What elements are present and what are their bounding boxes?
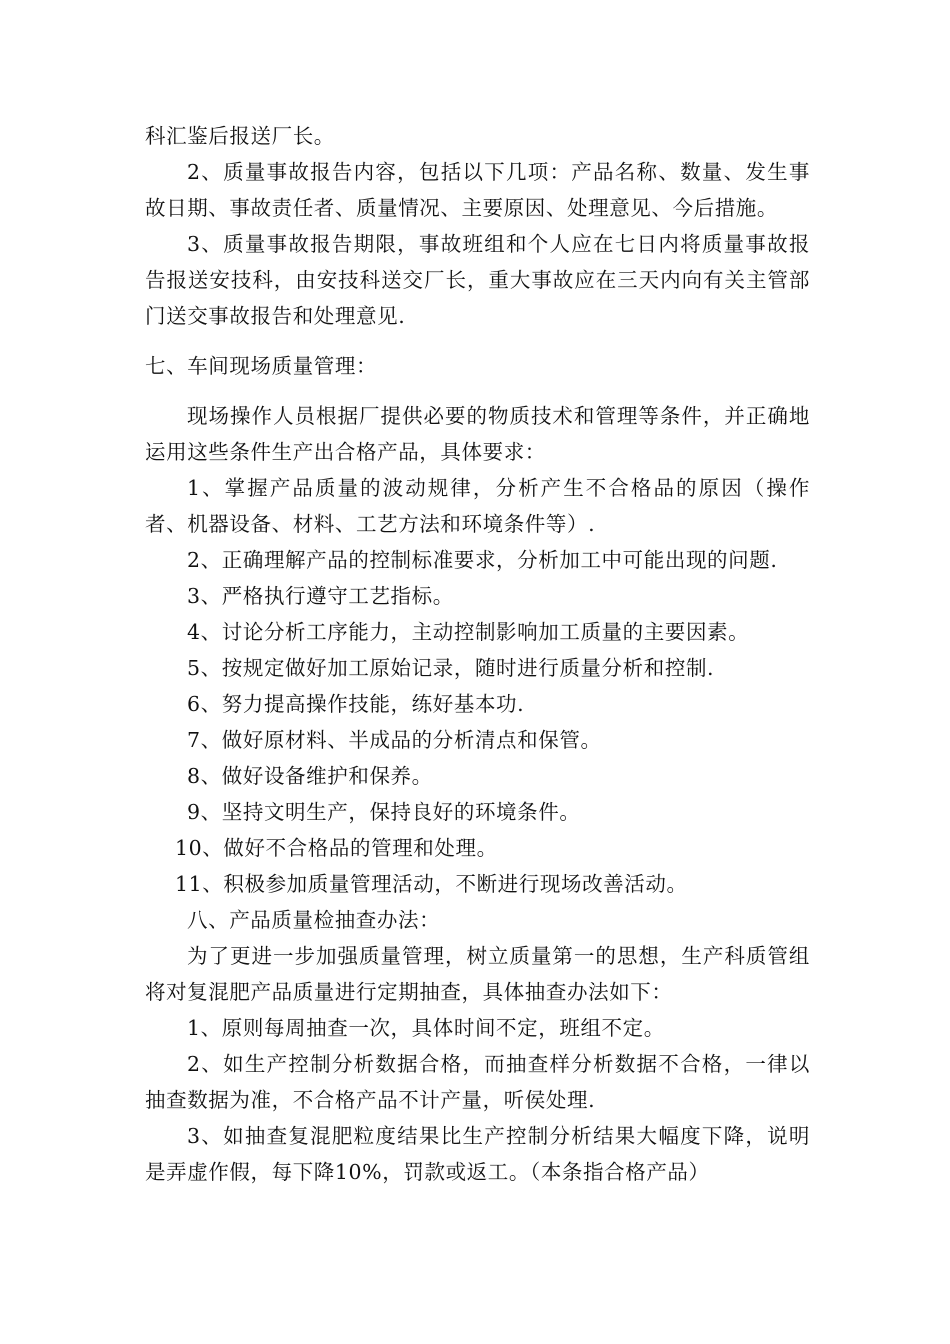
- list-item-5: 5、按规定做好加工原始记录，随时进行质量分析和控制.: [187, 656, 715, 680]
- document-body: [145, 118, 810, 1190]
- list-item-11: 11、积极参加质量管理活动，不断进行现场改善活动。: [175, 872, 688, 896]
- paragraph-report-deadline: 3、质量事故报告期限，事故班组和个人应在七日内将质量事故报告报送安技科，由安技科送交厂长，重大事故应在三天内向有关主管部门送交事故报告和处理意见.: [145, 232, 810, 328]
- list-item-8: 8、做好设备维护和保养。: [187, 764, 433, 788]
- section-heading-8: 八、产品质量检抽查办法：: [187, 908, 441, 932]
- list-item-1: 1、掌握产品质量的波动规律，分析产生不合格品的原因（操作者、机器设备、材料、工艺方法和环境条件等）.: [145, 476, 810, 536]
- section-heading-7: 七、车间现场质量管理：: [145, 354, 378, 378]
- inspection-item-2: 2、如生产控制分析数据合格，而抽查样分析数据不合格，一律以抽查数据为准，不合格产品不计产量，听侯处理.: [145, 1052, 810, 1112]
- list-item-6: 6、努力提高操作技能，练好基本功.: [187, 692, 525, 716]
- inspection-item-1: 1、原则每周抽查一次，具体时间不定，班组不定。: [187, 1016, 665, 1040]
- paragraph-report-content: 2、质量事故报告内容，包括以下几项：产品名称、数量、发生事故日期、事故责任者、质量情况、主要原因、处理意见、今后措施。: [145, 160, 810, 220]
- paragraph-site-intro: 现场操作人员根据厂提供必要的物质技术和管理等条件，并正确地运用这些条件生产出合格产品，具体要求：: [145, 404, 810, 464]
- list-item-9: 9、坚持文明生产，保持良好的环境条件。: [187, 800, 581, 824]
- paragraph-continuation: 科汇鉴后报送厂长。: [145, 124, 335, 148]
- inspection-item-3: 3、如抽查复混肥粒度结果比生产控制分析结果大幅度下降，说明是弄虚作假，每下降10%，罚款或返工。（本条指合格产品）: [145, 1124, 810, 1184]
- list-item-4: 4、讨论分析工序能力，主动控制影响加工质量的主要因素。: [187, 620, 750, 644]
- paragraph-inspection-intro: 为了更进一步加强质量管理，树立质量第一的思想，生产科质管组将对复混肥产品质量进行定期抽查，具体抽查办法如下：: [145, 944, 810, 1004]
- list-item-10: 10、做好不合格品的管理和处理。: [175, 836, 498, 860]
- list-item-2: 2、正确理解产品的控制标准要求，分析加工中可能出现的问题.: [187, 548, 778, 572]
- list-item-3: 3、严格执行遵守工艺指标。: [187, 584, 454, 608]
- list-item-7: 7、做好原材料、半成品的分析清点和保管。: [187, 728, 602, 752]
